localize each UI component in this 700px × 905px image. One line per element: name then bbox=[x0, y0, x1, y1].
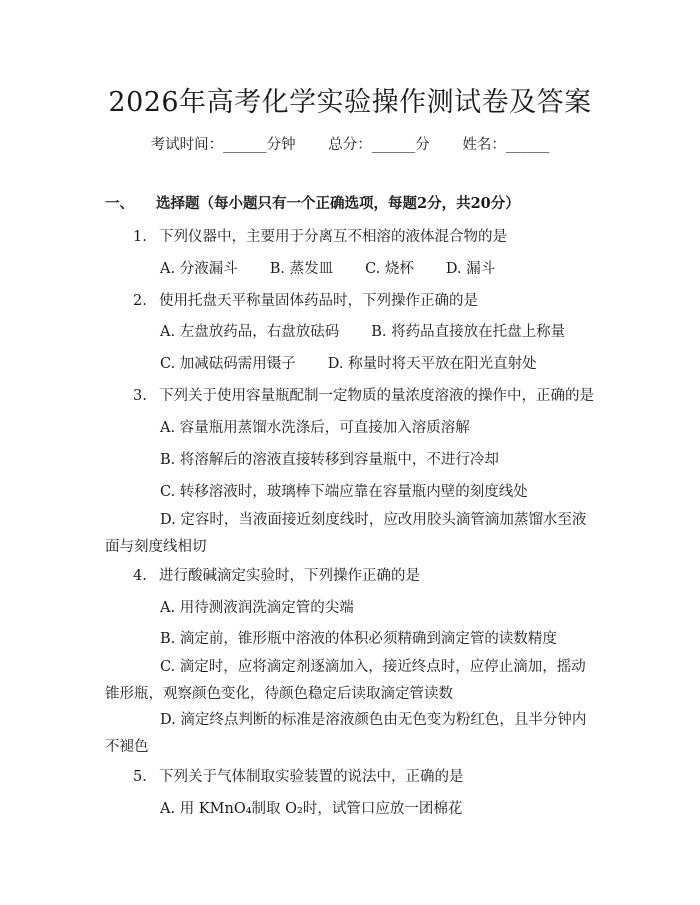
question-number: 1. bbox=[133, 229, 147, 245]
question-number: 3. bbox=[133, 388, 147, 404]
option-c: C. 滴定时，应将滴定剂逐滴加入，接近终点时，应停止滴加，摇动锥形瓶，观察颜色变化，待颜色稳定后读取滴定管读数 bbox=[105, 659, 586, 702]
option-a: A. 用 KMnO₄制取 O₂时，试管口应放一团棉花 bbox=[160, 801, 463, 817]
option-a: A. 分液漏斗 bbox=[160, 261, 238, 277]
question-3 bbox=[133, 384, 594, 405]
question-number: 4. bbox=[133, 568, 147, 584]
question-stem: 进行酸碱滴定实验时，下列操作正确的是 bbox=[159, 568, 420, 584]
exam-time-field: 考试时间：______分钟 bbox=[150, 137, 296, 153]
exam-meta bbox=[0, 133, 700, 154]
question-2-options-row1 bbox=[160, 320, 565, 341]
question-2-options-row2 bbox=[160, 352, 537, 373]
option-b: B. 蒸发皿 bbox=[269, 261, 334, 277]
question-4 bbox=[133, 564, 420, 585]
option-a: A. 容量瓶用蒸馏水洗涤后，可直接加入溶质溶解 bbox=[160, 420, 470, 436]
question-stem: 下列关于气体制取实验装置的说法中，正确的是 bbox=[159, 769, 464, 785]
question-2 bbox=[133, 289, 478, 310]
question-stem: 下列仪器中，主要用于分离互不相溶的液体混合物的是 bbox=[159, 229, 507, 245]
section-number: 一、 bbox=[105, 195, 134, 212]
question-stem: 下列关于使用容量瓶配制一定物质的量浓度溶液的操作中，正确的是 bbox=[159, 388, 594, 404]
option-d: D. 称量时将天平放在阳光直射处 bbox=[327, 356, 537, 372]
question-1 bbox=[133, 225, 507, 246]
question-number: 2. bbox=[133, 293, 147, 309]
section-title: 选择题（每小题只有一个正确选项，每题2分，共20分） bbox=[156, 195, 520, 212]
option-d: D. 定容时，当液面接近刻度线时，应改用胶头滴管滴加蒸馏水至液面与刻度线相切 bbox=[105, 512, 587, 555]
option-c: C. 转移溶液时，玻璃棒下端应靠在容量瓶内壁的刻度线处 bbox=[160, 484, 528, 500]
question-1-options bbox=[160, 257, 495, 278]
option-b: B. 滴定前，锥形瓶中溶液的体积必须精确到滴定管的读数精度 bbox=[160, 631, 557, 647]
option-a: A. 左盘放药品，右盘放砝码 bbox=[160, 324, 340, 340]
question-5 bbox=[133, 765, 464, 786]
option-b: B. 将溶解后的溶液直接转移到容量瓶中，不进行冷却 bbox=[160, 452, 499, 468]
name-field: 姓名：______ bbox=[462, 137, 550, 153]
option-b: B. 将药品直接放在托盘上称量 bbox=[371, 324, 566, 340]
total-score-field: 总分：______分 bbox=[328, 137, 430, 153]
question-number: 5. bbox=[133, 769, 147, 785]
option-c: C. 加减砝码需用镊子 bbox=[160, 356, 296, 372]
page-title: 2026年高考化学实验操作测试卷及答案 bbox=[108, 87, 592, 118]
option-c: C. 烧杯 bbox=[365, 261, 414, 277]
question-stem: 使用托盘天平称量固体药品时，下列操作正确的是 bbox=[159, 293, 478, 309]
option-a: A. 用待测液润洗滴定管的尖端 bbox=[160, 600, 354, 616]
option-d: D. 滴定终点判断的标准是溶液颜色由无色变为粉红色，且半分钟内不褪色 bbox=[105, 712, 587, 755]
option-d: D. 漏斗 bbox=[445, 261, 496, 277]
section-heading bbox=[105, 192, 520, 213]
